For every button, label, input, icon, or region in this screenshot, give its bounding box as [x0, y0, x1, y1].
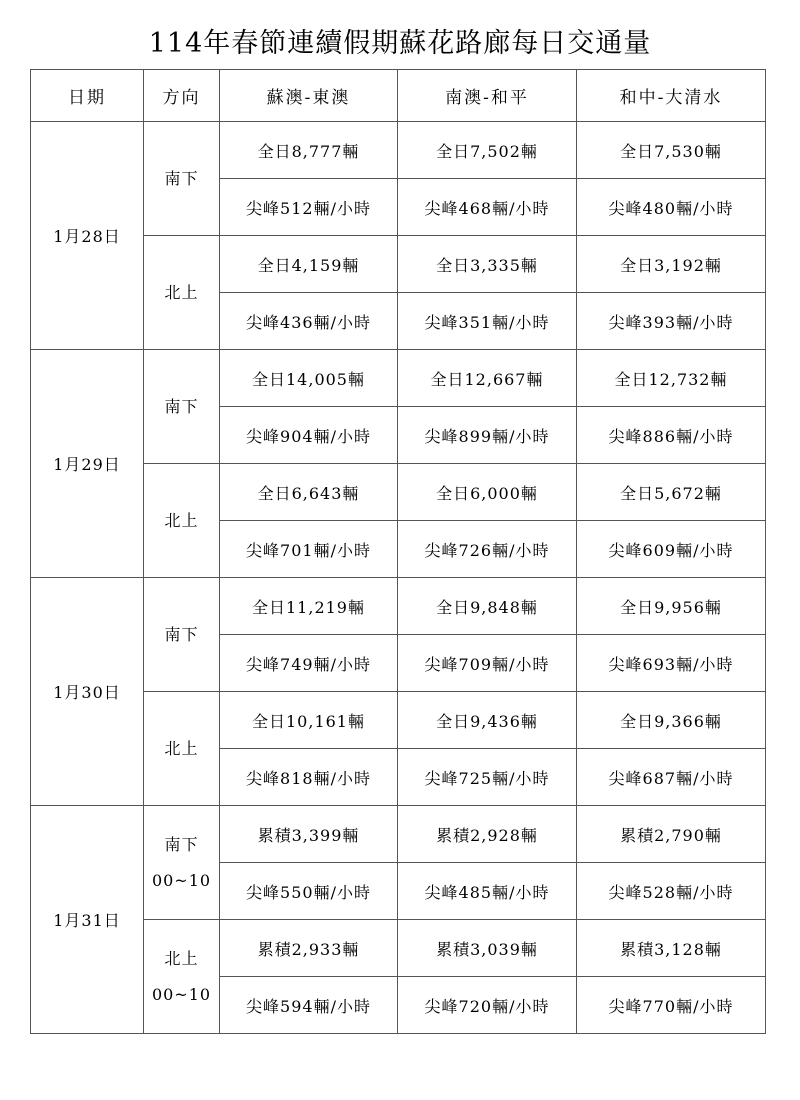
cumulative-volume-cell: 累積3,039輛: [398, 920, 577, 977]
direction-label: 南下: [164, 396, 199, 416]
daily-volume-cell: 全日9,366輛: [577, 692, 766, 749]
cumulative-volume-cell: 累積2,928輛: [398, 806, 577, 863]
header-segment-hezhong-daqingshui: 和中-大清水: [577, 70, 766, 122]
direction-label: 北上: [164, 510, 199, 530]
daily-volume-cell: 全日4,159輛: [220, 236, 398, 293]
table-row: [31, 122, 766, 179]
date-cell: 1月30日: [31, 578, 144, 806]
daily-volume-cell: 全日7,530輛: [577, 122, 766, 179]
direction-cell-southbound: [144, 122, 220, 236]
daily-volume-cell: 全日12,667輛: [398, 350, 577, 407]
peak-volume-cell: 尖峰818輛/小時: [220, 749, 398, 806]
date-cell: 1月31日: [31, 806, 144, 1034]
peak-volume-cell: 尖峰480輛/小時: [577, 179, 766, 236]
peak-volume-cell: 尖峰550輛/小時: [220, 863, 398, 920]
peak-volume-cell: 尖峰770輛/小時: [577, 977, 766, 1034]
cumulative-volume-cell: 累積2,933輛: [220, 920, 398, 977]
daily-volume-cell: 全日9,436輛: [398, 692, 577, 749]
header-row: [31, 70, 766, 122]
direction-cell-southbound: [144, 578, 220, 692]
peak-volume-cell: 尖峰904輛/小時: [220, 407, 398, 464]
direction-label: 南下: [164, 168, 199, 188]
peak-volume-cell: 尖峰609輛/小時: [577, 521, 766, 578]
direction-cell-northbound: [144, 236, 220, 350]
peak-volume-cell: 尖峰693輛/小時: [577, 635, 766, 692]
peak-volume-cell: 尖峰436輛/小時: [220, 293, 398, 350]
peak-volume-cell: 尖峰720輛/小時: [398, 977, 577, 1034]
table-row: [31, 578, 766, 635]
direction-label: 南下: [164, 624, 199, 644]
daily-volume-cell: 全日5,672輛: [577, 464, 766, 521]
daily-volume-cell: 全日10,161輛: [220, 692, 398, 749]
daily-volume-cell: 全日9,956輛: [577, 578, 766, 635]
peak-volume-cell: 尖峰512輛/小時: [220, 179, 398, 236]
page-title: 114年春節連續假期蘇花路廊每日交通量: [148, 28, 652, 59]
daily-volume-cell: 全日3,192輛: [577, 236, 766, 293]
direction-time-range: 00~10: [151, 870, 212, 890]
cumulative-volume-cell: 累積3,399輛: [220, 806, 398, 863]
direction-label: 北上: [164, 948, 199, 968]
peak-volume-cell: 尖峰393輛/小時: [577, 293, 766, 350]
direction-cell-southbound: [144, 806, 220, 920]
cumulative-volume-cell: 累積3,128輛: [577, 920, 766, 977]
peak-volume-cell: 尖峰351輛/小時: [398, 293, 577, 350]
direction-label: 南下: [164, 834, 199, 854]
traffic-table: [30, 69, 766, 1034]
table-row: [31, 806, 766, 863]
daily-volume-cell: 全日9,848輛: [398, 578, 577, 635]
peak-volume-cell: 尖峰725輛/小時: [398, 749, 577, 806]
peak-volume-cell: 尖峰749輛/小時: [220, 635, 398, 692]
direction-time-range: 00~10: [151, 984, 212, 1004]
date-cell: 1月28日: [31, 122, 144, 350]
header-segment-suao-dongao: 蘇澳-東澳: [220, 70, 398, 122]
daily-volume-cell: 全日6,643輛: [220, 464, 398, 521]
header-direction: 方向: [144, 70, 220, 122]
peak-volume-cell: 尖峰886輛/小時: [577, 407, 766, 464]
daily-volume-cell: 全日8,777輛: [220, 122, 398, 179]
peak-volume-cell: 尖峰687輛/小時: [577, 749, 766, 806]
peak-volume-cell: 尖峰701輛/小時: [220, 521, 398, 578]
peak-volume-cell: 尖峰899輛/小時: [398, 407, 577, 464]
direction-cell-northbound: [144, 464, 220, 578]
peak-volume-cell: 尖峰468輛/小時: [398, 179, 577, 236]
daily-volume-cell: 全日12,732輛: [577, 350, 766, 407]
peak-volume-cell: 尖峰485輛/小時: [398, 863, 577, 920]
date-cell: 1月29日: [31, 350, 144, 578]
direction-label: 北上: [164, 738, 199, 758]
header-segment-nanao-heping: 南澳-和平: [398, 70, 577, 122]
peak-volume-cell: 尖峰726輛/小時: [398, 521, 577, 578]
direction-cell-northbound: [144, 920, 220, 1034]
peak-volume-cell: 尖峰709輛/小時: [398, 635, 577, 692]
peak-volume-cell: 尖峰528輛/小時: [577, 863, 766, 920]
daily-volume-cell: 全日6,000輛: [398, 464, 577, 521]
direction-label: 北上: [164, 282, 199, 302]
daily-volume-cell: 全日7,502輛: [398, 122, 577, 179]
daily-volume-cell: 全日14,005輛: [220, 350, 398, 407]
table-row: [31, 350, 766, 407]
header-date: 日期: [31, 70, 144, 122]
daily-volume-cell: 全日11,219輛: [220, 578, 398, 635]
direction-cell-northbound: [144, 692, 220, 806]
direction-cell-southbound: [144, 350, 220, 464]
cumulative-volume-cell: 累積2,790輛: [577, 806, 766, 863]
daily-volume-cell: 全日3,335輛: [398, 236, 577, 293]
peak-volume-cell: 尖峰594輛/小時: [220, 977, 398, 1034]
